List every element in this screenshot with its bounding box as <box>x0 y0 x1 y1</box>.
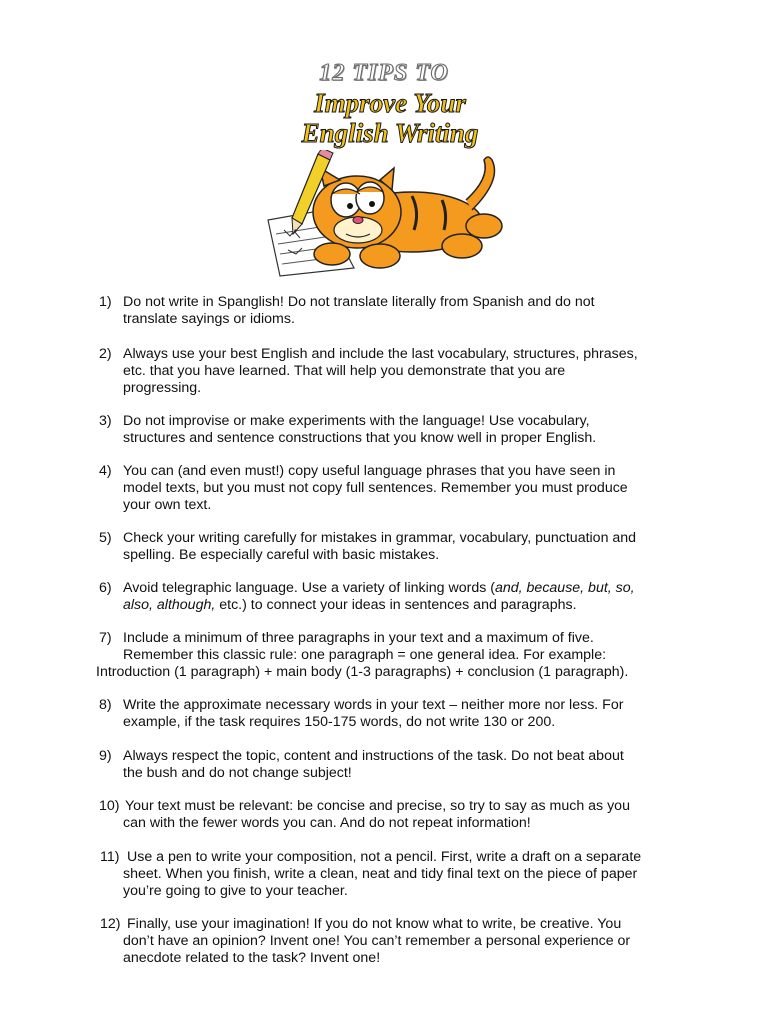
tip-line <box>123 597 635 614</box>
tip-line: sheet. When you finish, write a clean, neat and tidy final text on the piece of paper <box>123 866 638 882</box>
tip-line: model texts, but you must not copy full sentences. Remember you must produce <box>123 480 628 496</box>
tip-line: Use a pen to write your composition, not a pencil. First, write a draft on a separate <box>127 849 642 865</box>
tip-line: spelling. Be especially careful with basic mistakes. <box>123 547 440 563</box>
tip-text <box>123 748 624 782</box>
tip-number: 10) <box>99 798 120 814</box>
tip-line <box>123 580 635 597</box>
title-line-2: English Writing <box>301 118 479 148</box>
tip-number: 1) <box>99 294 112 310</box>
tip-text <box>123 630 606 664</box>
tip-text <box>123 849 642 900</box>
tip-line: Remember this classic rule: one paragraph = one general idea. For example: <box>123 647 607 663</box>
cat-writing-illustration <box>262 150 512 280</box>
tip-line: Your text must be relevant: be concise and precise, so try to say as much as you <box>125 798 630 814</box>
tip-text <box>123 530 636 564</box>
tip-fragment: etc.) to connect your ideas in sentences and paragraphs. <box>215 597 577 613</box>
tip-line: Write the approximate necessary words in your text – neither more nor less. For <box>123 697 624 713</box>
tip-line: etc. that you have learned. That will help you demonstrate that you are <box>123 363 566 379</box>
tip-text <box>123 346 638 397</box>
tip-text <box>123 294 595 328</box>
tip-line: don’t have an opinion? Invent one! You can’t remember a personal experience or <box>123 933 631 949</box>
tip-line: Always use your best English and include the last vocabulary, structures, phrases, <box>123 346 638 362</box>
tip-line: Check your writing carefully for mistakes in grammar, vocabulary, punctuation and <box>123 530 637 546</box>
tip-text <box>125 798 630 832</box>
tip-line: Finally, use your imagination! If you do not know what to write, be creative. You <box>127 916 622 932</box>
tip-line-outdent: Introduction (1 paragraph) + main body (1-3 paragraphs) + conclusion (1 paragraph). <box>96 664 629 680</box>
tip-line: the bush and do not change subject! <box>123 765 352 781</box>
tip-line: progressing. <box>123 380 202 396</box>
tip-number: 4) <box>99 463 112 479</box>
tip-line: your own text. <box>123 497 212 513</box>
tip-number: 3) <box>99 413 112 429</box>
tip-line: Do not improvise or make experiments with the language! Use vocabulary, <box>123 413 590 429</box>
tip-line: anecdote related to the task? Invent one! <box>123 950 381 966</box>
tip-line: translate sayings or idioms. <box>123 311 295 327</box>
tip-number: 7) <box>99 630 112 646</box>
tip-text <box>123 413 596 447</box>
tip-fragment-italic: and, because, but, so, <box>494 580 635 596</box>
tip-number: 11) <box>100 849 120 865</box>
tip-line: Do not write in Spanglish! Do not translate literally from Spanish and do not <box>123 294 595 310</box>
tip-number: 8) <box>99 697 112 713</box>
tip-fragment: Avoid telegraphic language. Use a variety of linking words ( <box>123 580 495 596</box>
tip-line: example, if the task requires 150-175 words, do not write 130 or 200. <box>123 714 556 730</box>
tip-number: 2) <box>99 346 112 362</box>
tip-fragment-italic: also, although, <box>123 597 216 613</box>
tip-number: 12) <box>100 916 121 932</box>
tip-text <box>123 463 628 514</box>
title-line-1: Improve Your <box>314 88 466 118</box>
tip-line: Include a minimum of three paragraphs in your text and a maximum of five. <box>123 630 594 646</box>
tip-number: 5) <box>99 530 112 546</box>
tip-line: Always respect the topic, content and instructions of the task. Do not beat about <box>123 748 624 764</box>
tip-line: can with the fewer words you can. And do not repeat information! <box>123 815 531 831</box>
tip-text <box>123 580 635 614</box>
cat-icon <box>313 157 502 268</box>
tip-text <box>123 697 623 731</box>
title-kicker: 12 TIPS TO <box>319 60 449 86</box>
tip-line: you’re going to give to your teacher. <box>123 883 348 899</box>
tip-number: 6) <box>99 580 112 596</box>
tip-number: 9) <box>99 748 112 764</box>
tip-line: You can (and even must!) copy useful language phrases that you have seen in <box>123 463 616 479</box>
tip-text <box>123 916 631 967</box>
tip-line: structures and sentence constructions that you know well in proper English. <box>123 430 597 446</box>
